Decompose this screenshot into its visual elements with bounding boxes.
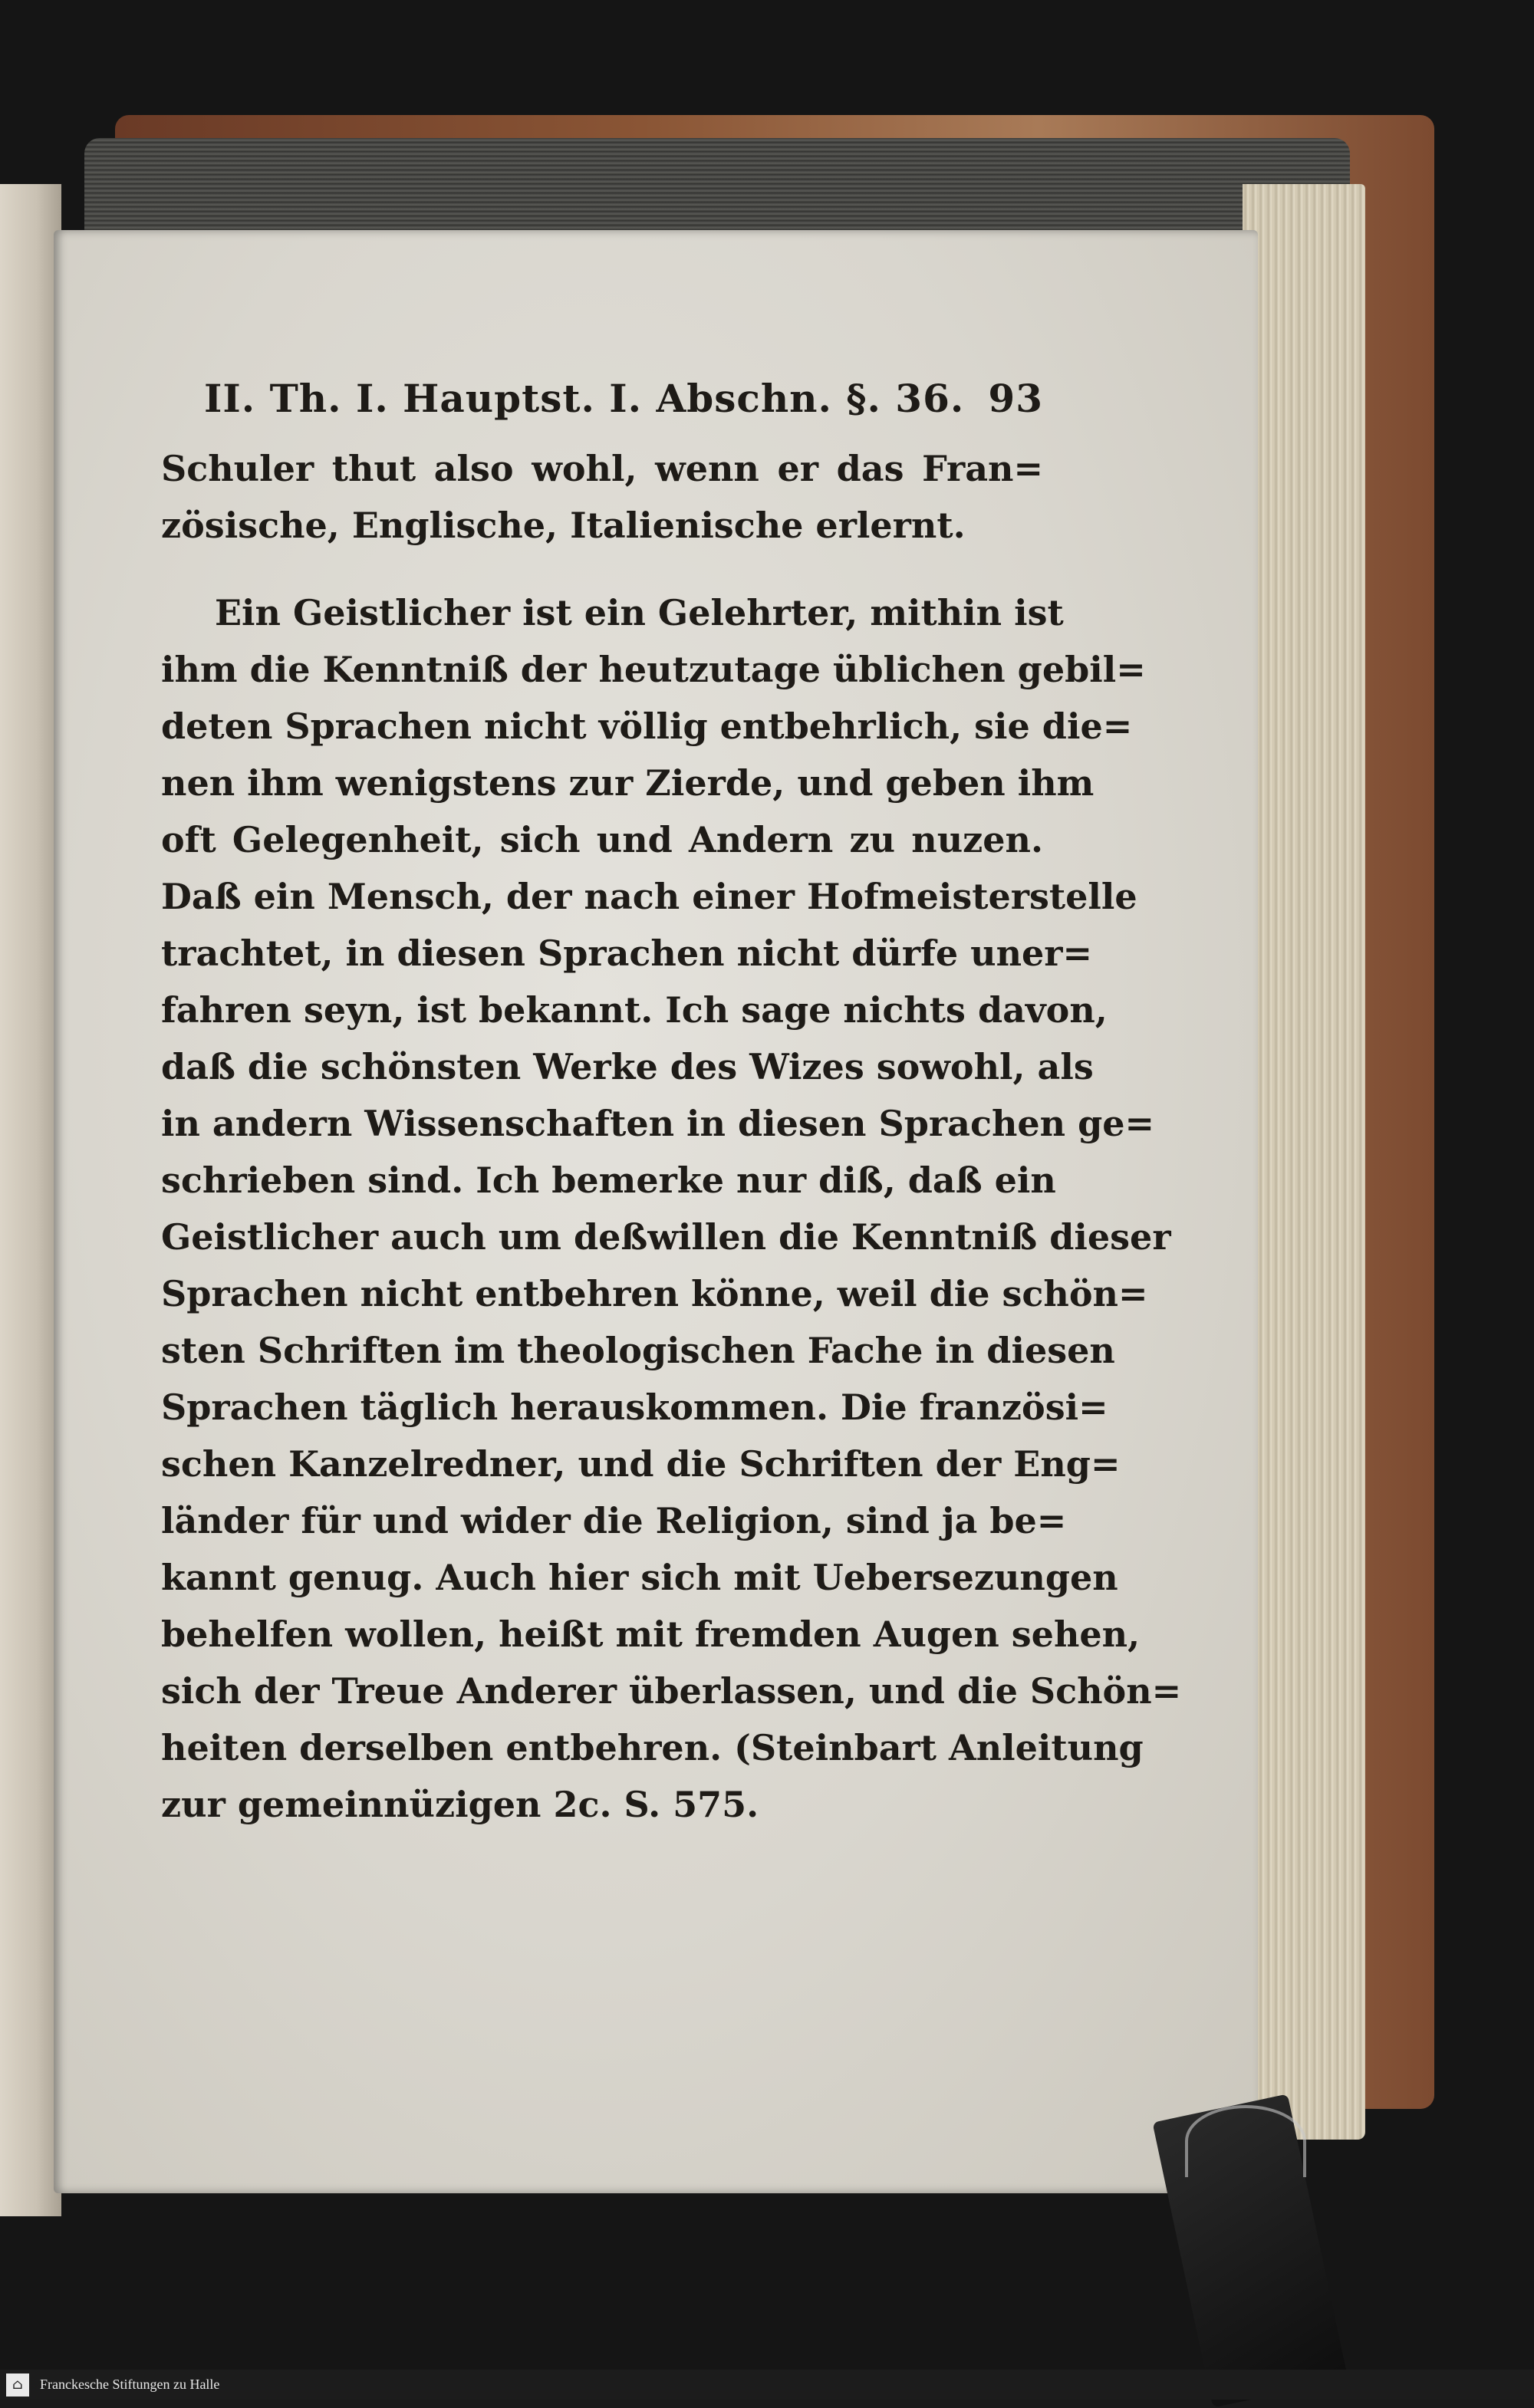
text-line: Sprachen nicht entbehren könne, weil die schön= xyxy=(161,1273,1148,1314)
body-text xyxy=(161,440,1182,1833)
text-line: oft Gelegenheit, sich und Andern zu nuzen. xyxy=(161,819,1043,860)
text-line: in andern Wissenschaften in diesen Sprachen ge= xyxy=(161,1103,1155,1144)
text-line: nen ihm wenigstens zur Zierde, und geben ihm xyxy=(161,762,1095,804)
book-top-edges xyxy=(84,138,1350,230)
header-title: II. Th. I. Hauptst. I. Abschn. §. 36. xyxy=(204,376,965,421)
text-line: deten Sprachen nicht völlig entbehrlich, sie die= xyxy=(161,706,1133,747)
text-line: daß die schönsten Werke des Wizes sowohl, als xyxy=(161,1046,1094,1087)
page-number: 93 xyxy=(988,376,1043,421)
text-line: schen Kanzelredner, und die Schriften der Eng= xyxy=(161,1443,1121,1485)
text-line: sten Schriften im theologischen Fache in diesen xyxy=(161,1330,1115,1371)
show-through-text xyxy=(184,1883,1028,1929)
page-holder-ring xyxy=(1185,2105,1306,2177)
paragraph-gap xyxy=(161,554,1043,584)
text-line: Ein Geistlicher ist ein Gelehrter, mithin ist xyxy=(215,592,1064,633)
text-line: behelfen wollen, heißt mit fremden Augen sehen, xyxy=(161,1614,1141,1655)
text-line: heiten derselben entbehren. (Steinbart Anleitung xyxy=(161,1727,1144,1768)
footer-bar xyxy=(0,2370,1534,2400)
page-stack xyxy=(1243,184,1365,2140)
text-line: Schuler thut also wohl, wenn er das Fran= xyxy=(161,448,1043,489)
text-line: sich der Treue Anderer überlassen, und die Schön= xyxy=(161,1670,1182,1712)
text-line: trachtet, in diesen Sprachen nicht dürfe uner= xyxy=(161,933,1093,974)
text-line: fahren seyn, ist bekannt. Ich sage nichts davon, xyxy=(161,989,1108,1031)
text-line: schrieben sind. Ich bemerke nur diß, daß ein xyxy=(161,1160,1056,1201)
left-page-edge xyxy=(0,184,61,2216)
text-line: Daß ein Mensch, der nach einer Hofmeisterstelle xyxy=(161,876,1137,917)
institution-logo-icon: ⌂ xyxy=(6,2373,29,2396)
text-line: zösische, Englische, Italienische erlernt. xyxy=(161,505,966,546)
text-line: länder für und wider die Religion, sind ja be= xyxy=(161,1500,1067,1541)
text-line: Sprachen täglich herauskommen. Die französi= xyxy=(161,1387,1108,1428)
text-line: ihm die Kenntniß der heutzutage üblichen gebil= xyxy=(161,649,1146,690)
running-header xyxy=(161,376,1043,440)
text-line: kannt genug. Auch hier sich mit Uebersezungen xyxy=(161,1557,1118,1598)
text-line: zur gemeinnüzigen 2c. S. 575. xyxy=(161,1784,759,1825)
footer-institution: Franckesche Stiftungen zu Halle xyxy=(40,2377,220,2392)
page-text xyxy=(161,376,1182,1833)
text-line: Geistlicher auch um deßwillen die Kenntniß dieser xyxy=(161,1216,1171,1258)
